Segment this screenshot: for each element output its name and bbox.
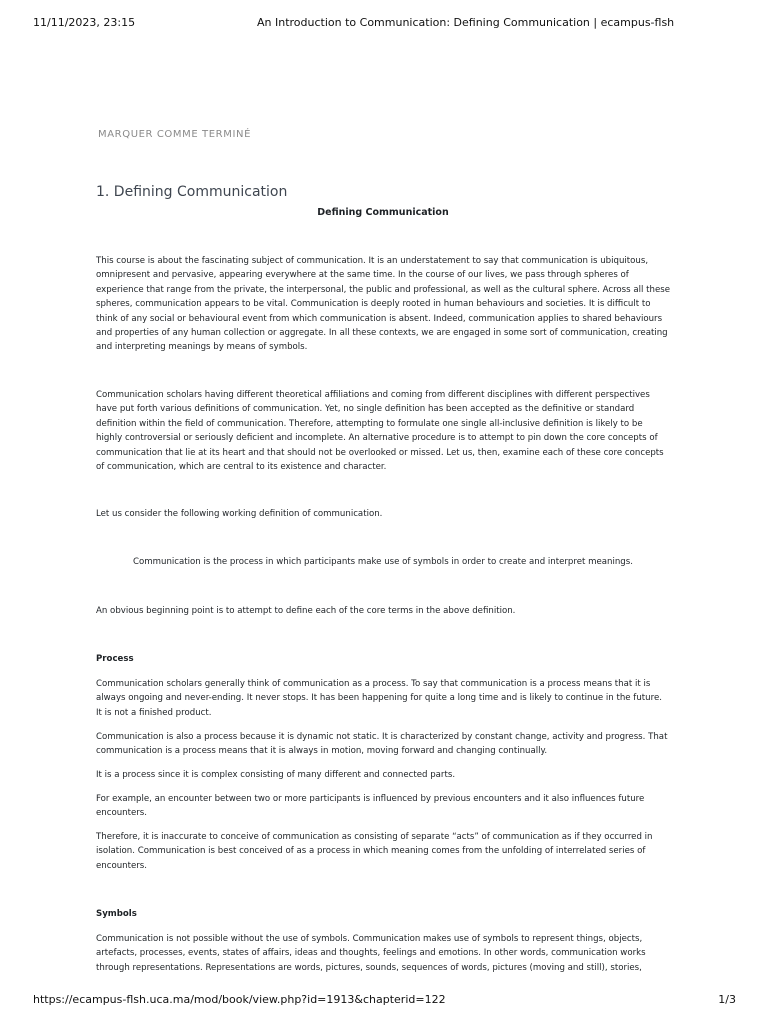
paragraph-symbols-1: Communication is not possible without the use of symbols. Communication makes use of symbols to represent things, objects, artefacts, processes, events, states of affairs, ideas and thoughts, feelings and emotions. In other words, communication works through representations. Representations are words, pictures, sounds, sequences of words, pictures (moving and still), stories,	[96, 934, 646, 973]
chapter-title: 1. Defining Communication	[96, 184, 288, 200]
paragraph-intro: This course is about the fascinating subject of communication. It is an understatement to say that communication is ubiquitous, omnipresent and pervasive, appearing everywhere at the same time. In the course of our lives, we pass through spheres of experience that range from the private, the interpersonal, the public and professional, as well as the cultural sphere. Across all these spheres, communication appears to be vital. Communication is deeply rooted in human behaviours and societies. It is difficult to think of any social or behavioural event from which communication is absent. Indeed, communication applies to shared behaviours and properties of any human collection or aggregate. In all these contexts, we are engaged in some sort of communication, creating and interpreting meanings by means of symbols.	[96, 256, 671, 353]
heading-symbols: Symbols	[96, 909, 137, 919]
page-number: 1/3	[718, 993, 736, 1006]
paragraph-process-5: Therefore, it is inaccurate to conceive of communication as consisting of separate “acts” of communication as if they occurred in isolation. Communication is best conceived of as a process in which meaning comes from the unfolding of interrelated series of encounters.	[96, 832, 653, 871]
heading-process: Process	[96, 654, 134, 664]
print-footer	[33, 993, 736, 1007]
print-header	[33, 16, 738, 30]
mark-complete-button[interactable]: MARQUER COMME TERMINÉ	[98, 129, 252, 140]
paragraph-process-2: Communication is also a process because it is dynamic not static. It is characterized by constant change, activity and progress. That communication is a process means that it is always in motion, moving forward and changing continually.	[96, 732, 668, 757]
print-datetime: 11/11/2023, 23:15	[33, 16, 136, 29]
section-subheading: Defining Communication	[317, 207, 449, 218]
paragraph-process-4: For example, an encounter between two or more participants is influenced by previous encounters and it also influences future encounters.	[96, 794, 645, 819]
print-doc-title: An Introduction to Communication: Defining Communication | ecampus-flsh	[257, 16, 675, 29]
paragraph-working-definition: Let us consider the following working definition of communication.	[96, 509, 383, 519]
paragraph-definitions: Communication scholars having different theoretical affiliations and coming from different disciplines with different perspectives have put forth various definitions of communication. Yet, no single definition has been accepted as the definitive or standard definition within the field of communication. Therefore, attempting to formulate one single all-inclusive definition is likely to be highly controversial or seriously deficient and incomplete. An alternative procedure is to attempt to pin down the core concepts of communication that lie at its heart and that should not be overlooked or missed. Let us, then, examine each of these core concepts of communication, which are central to its existence and character.	[96, 390, 664, 473]
paragraph-process-3: It is a process since it is complex consisting of many different and connected parts.	[96, 770, 456, 780]
page-url-link[interactable]: https://ecampus-flsh.uca.ma/mod/book/view.php?id=1913&chapterid=122	[33, 993, 446, 1006]
paragraph-process-1: Communication scholars generally think of communication as a process. To say that communication is a process means that it is always ongoing and never-ending. It never stops. It has been happening for quite a long time and is likely to continue in the future. It is not a finished product.	[96, 679, 662, 718]
definition-quote: Communication is the process in which participants make use of symbols in order to create and interpret meanings.	[133, 557, 633, 567]
paragraph-core-terms: An obvious beginning point is to attempt to define each of the core terms in the above definition.	[96, 606, 516, 616]
